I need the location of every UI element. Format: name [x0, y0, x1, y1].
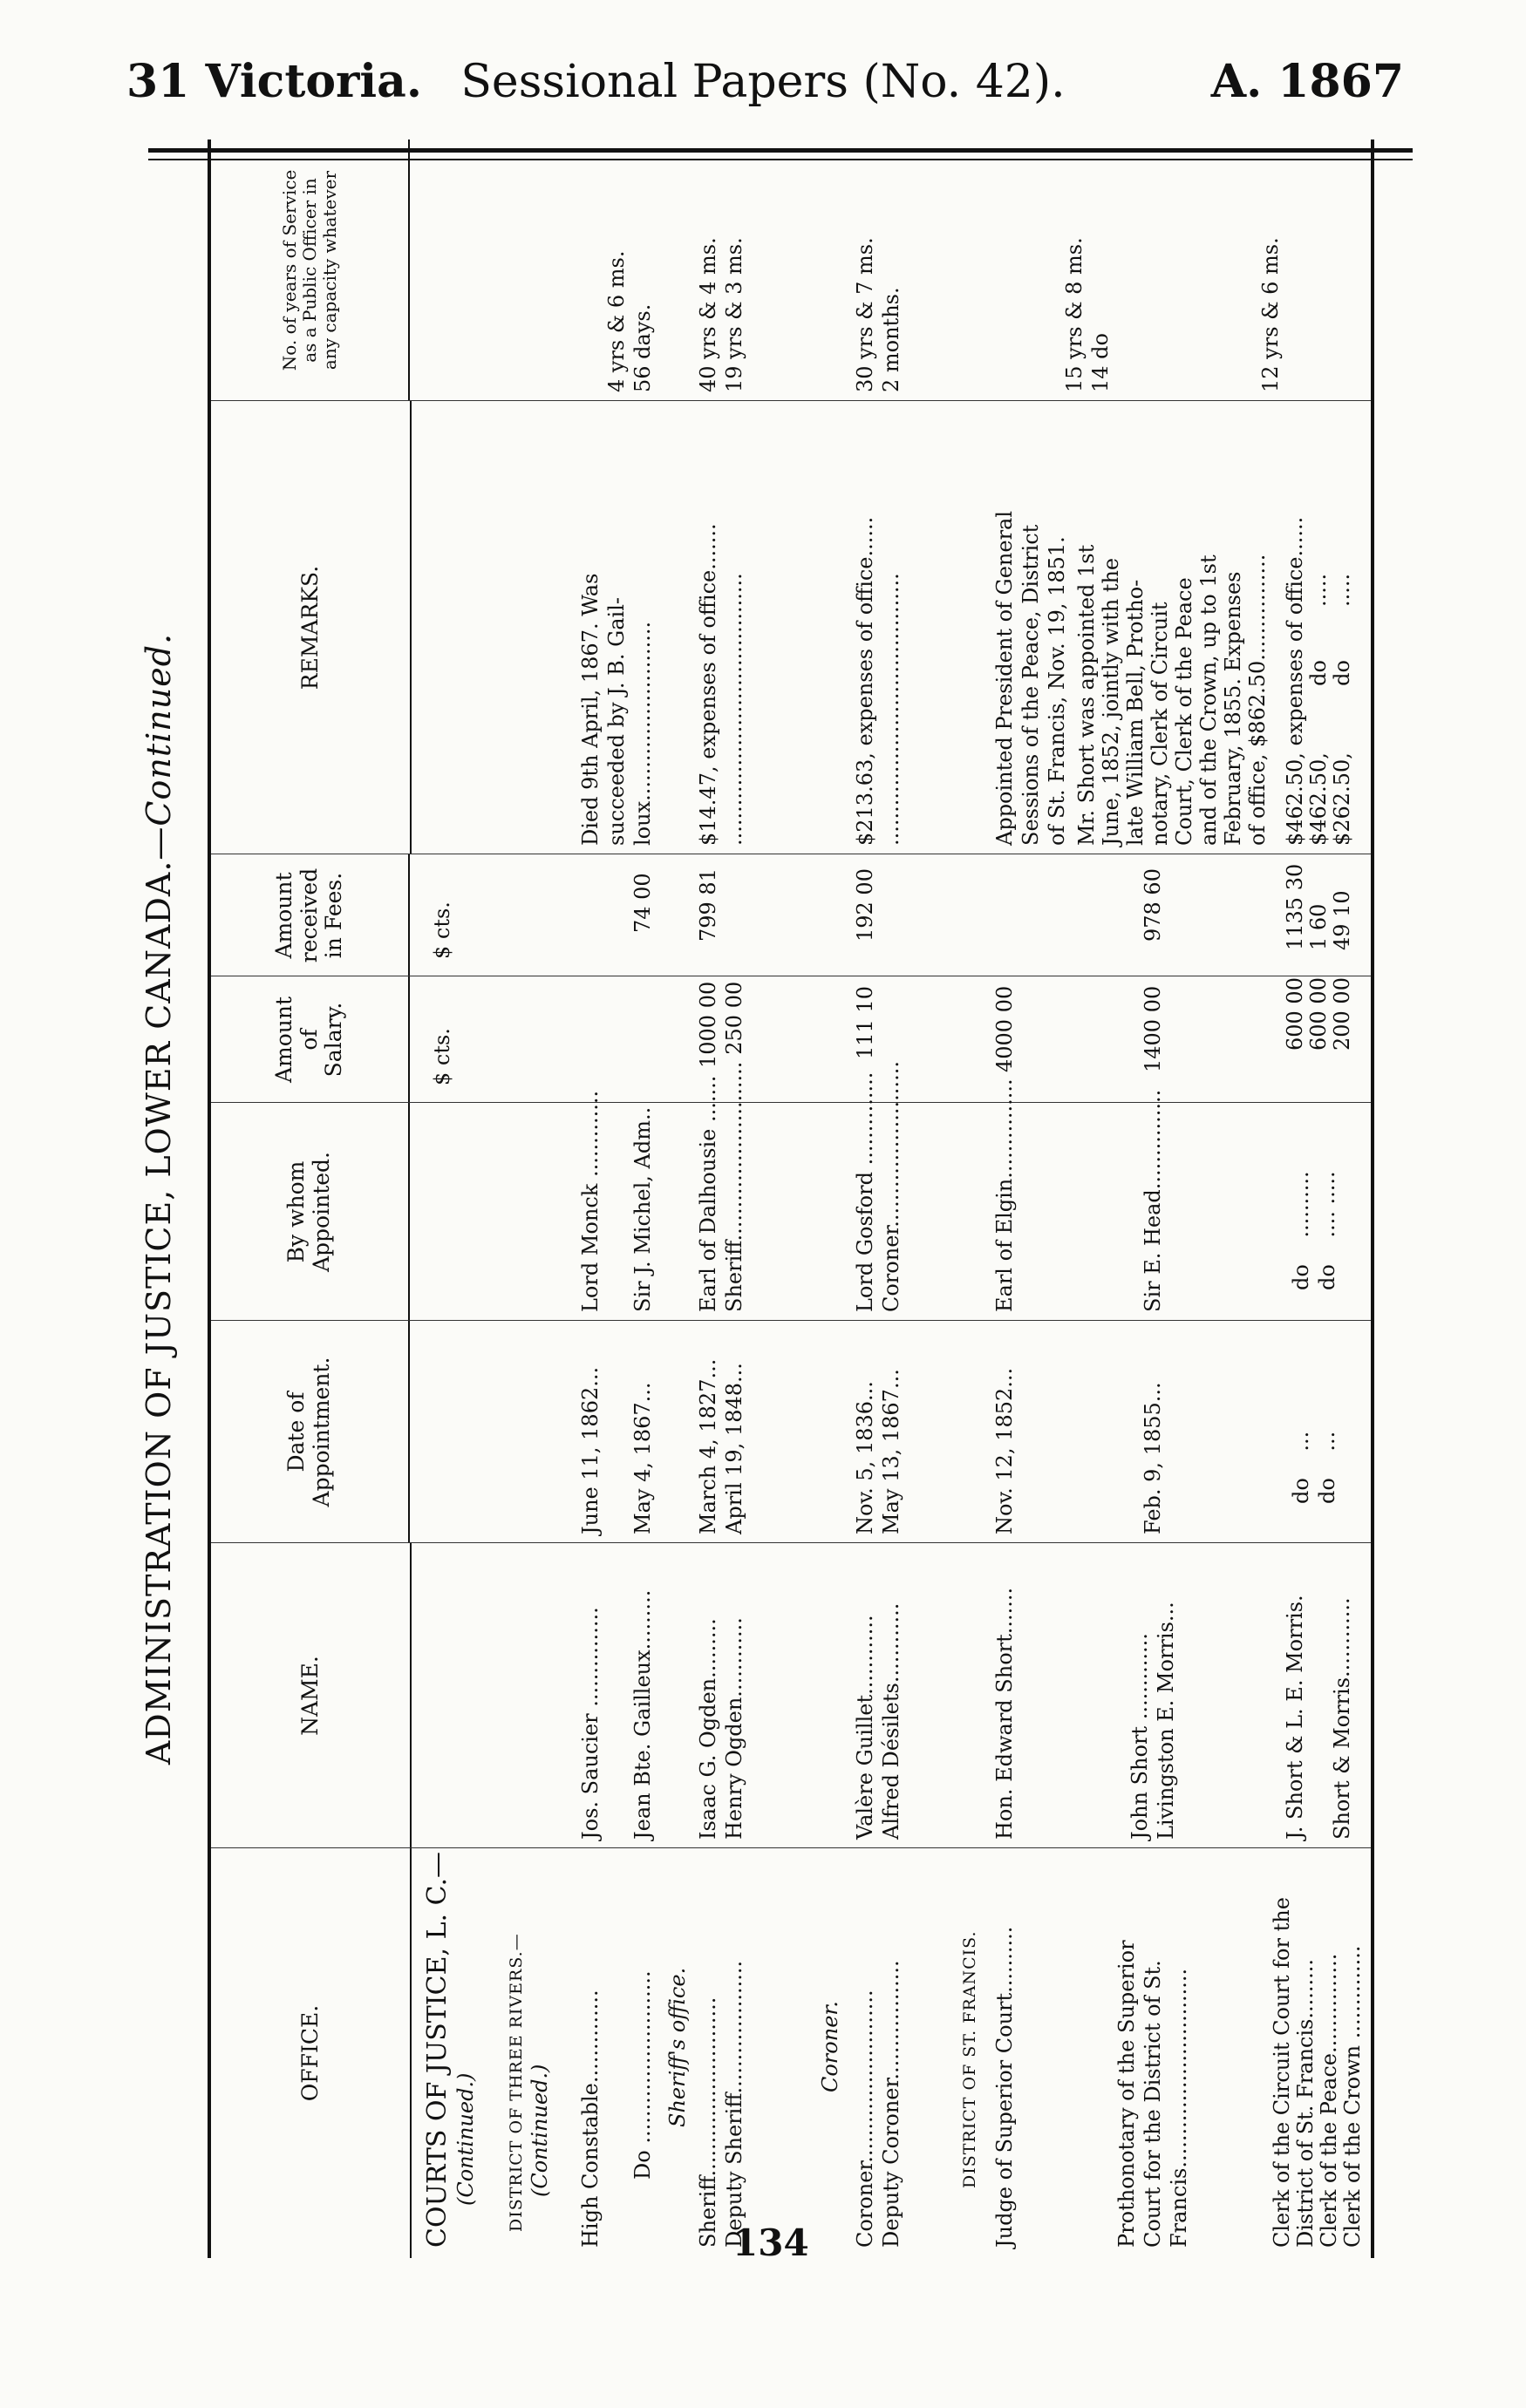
row-coroner-fees: 192 00 — [853, 868, 877, 942]
section-sheriffs-office: Sheriff's office. — [665, 1967, 690, 2127]
page-number: 134 — [732, 2221, 809, 2264]
section-st-francis: DISTRICT OF ST. FRANCIS. — [960, 1930, 979, 2188]
table-title — [140, 139, 178, 2258]
row-prothonotary-date: Feb. 9, 1855... — [1141, 1382, 1165, 1534]
row-high-constable-name: Jos. Saucier ............... — [578, 1607, 603, 1840]
row-coroner-name: Valère Guillet............ Alfred Désilets............ — [853, 1602, 903, 1840]
header-date: Date of Appointment. — [211, 1321, 410, 1543]
header-remarks: REMARKS. — [211, 401, 412, 854]
table-title-suffix: —Continued. — [140, 632, 178, 860]
column-rule — [211, 1542, 1371, 1543]
row-do-constable-years: 4 yrs & 6 ms. 56 days. — [604, 250, 655, 392]
section-courts-continued: (Continued.) — [453, 2072, 478, 2206]
row-coroner-remarks: $213.63, expenses of office...... ......................................... — [853, 516, 903, 846]
row-judge-appointer: Earl of Elgin............... — [992, 1078, 1017, 1312]
row-coroner-appointer: Lord Gosford .............. Coroner......................... — [853, 1061, 903, 1312]
header-fees: Amount received in Fees. — [211, 854, 410, 976]
row-high-constable-remarks: Died 9th April, 1867. Was succeeded by J. B. Gail- loux........................... — [578, 573, 655, 846]
running-head-right: A. 1867 — [1210, 55, 1404, 108]
row-sheriff-date: March 4, 1827... April 19, 1848... — [696, 1358, 746, 1534]
row-prothonotary-name: John Short ............. Livingston E. Morris... — [1127, 1602, 1178, 1840]
row-do-constable-fees: 74 00 — [630, 873, 655, 933]
column-rule — [211, 1102, 1371, 1103]
row-clerks-years: 12 yrs & 6 ms. — [1258, 237, 1283, 392]
row-judge-office: Judge of Superior Court.......... — [992, 1926, 1017, 2248]
row-do-constable-date: May 4, 1867... — [630, 1382, 655, 1534]
row-sheriff-fees: 799 81 — [696, 868, 720, 942]
row-sheriff-salary: 1000 00 250 00 — [696, 981, 746, 1068]
section-three-rivers: DISTRICT OF THREE RIVERS.— — [507, 1933, 526, 2232]
row-prothonotary-office: Prothonotary of the Superior Court for the District of St. Francis.............................. — [1114, 1940, 1191, 2248]
salary-unit: $ cts. — [430, 1028, 454, 1085]
section-coroner: Coroner. — [818, 2001, 842, 2092]
row-coroner-office: Coroner.......................... Deputy Coroner.................. — [853, 1960, 903, 2248]
header-salary: Amount of Salary. — [211, 976, 410, 1103]
row-judge-date: Nov. 12, 1852... — [992, 1367, 1017, 1534]
row-sheriff-appointer: Earl of Dalhousie ....... Sheriff........................... — [696, 1061, 746, 1312]
row-sheriff-office: Sheriff........................... Deputy Sheriff.................... — [696, 1960, 746, 2248]
row-do-constable-name: Jean Bte. Gailleux......... — [630, 1589, 655, 1840]
header-by-whom: By whom Appointed. — [211, 1103, 410, 1321]
row-clerks-name: J. Short & L. E. Morris. Short & Morris............ — [1283, 1595, 1354, 1840]
row-do-constable-office: Do .......................... — [630, 1970, 655, 2180]
running-head-center: Sessional Papers (No. 42). — [460, 56, 1066, 108]
row-judge-salary: 4000 00 — [992, 985, 1017, 1072]
header-years: No. of years of Service as a Public Officer in any capacity whatever — [211, 139, 410, 401]
row-clerks-appointer: do .......... do .... ..... — [1289, 1171, 1339, 1290]
row-prothonotary-salary: 1400 00 — [1141, 985, 1165, 1072]
fees-unit: $ cts. — [430, 901, 454, 959]
table-title-main: ADMINISTRATION OF JUSTICE, LOWER CANADA. — [140, 860, 178, 1765]
row-sheriff-remarks: $14.47, expenses of office....... ......................................... — [696, 523, 746, 846]
row-high-constable-office: High Constable.............. — [578, 1990, 603, 2248]
row-coroner-date: Nov. 5, 1836... May 13, 1867... — [853, 1369, 903, 1534]
column-rule — [211, 1320, 1371, 1321]
row-prothonotary-fees: 978 60 — [1141, 868, 1165, 942]
column-rule — [211, 1847, 1371, 1848]
rotated-table-block — [140, 139, 1386, 2258]
column-rule — [211, 400, 1371, 401]
row-clerks-salary: 600 00 600 00 200 00 — [1283, 977, 1354, 1051]
running-head-left: 31 Victoria. — [126, 55, 422, 108]
row-coroner-salary: 111 10 — [853, 986, 877, 1059]
row-sheriff-name: Isaac G. Ogden......... Henry Ogden............ — [696, 1617, 746, 1840]
justice-table — [208, 139, 1374, 2258]
row-judge-remarks: Appointed President of General Sessions of the Peace, District of St. Francis, Nov. 19, 1851. — [992, 510, 1069, 846]
row-clerks-fees: 1135 30 1 60 49 10 — [1283, 863, 1354, 950]
row-clerks-date: do ... do ... — [1289, 1431, 1339, 1504]
row-high-constable-appointer: Lord Monck ............. — [578, 1090, 603, 1312]
row-judge-years: 15 yrs & 8 ms. 14 do — [1062, 237, 1113, 392]
row-coroner-years: 30 yrs & 7 ms. 2 months. — [853, 237, 903, 392]
row-clerks-remarks: $462.50, expenses of office...... $462.50, do ..... $262.50, do ..... — [1283, 516, 1354, 846]
row-sheriff-years: 40 yrs & 4 ms. 19 yrs & 3 ms. — [696, 237, 746, 392]
row-do-constable-appointer: Sir J. Michel, Adm.. — [630, 1106, 655, 1312]
header-name: NAME. — [211, 1543, 412, 1848]
row-prothonotary-appointer: Sir E. Head............... — [1141, 1089, 1165, 1312]
row-judge-name: Hon. Edward Short....... — [992, 1587, 1017, 1840]
row-high-constable-date: June 11, 1862... — [578, 1366, 603, 1534]
row-prothonotary-remarks: Mr. Short was appointed 1st June, 1852, jointly with the late William Bell, Protho- notary, Clerk of Circuit Court, Clerk of the Peace and of the Crown, up to 1st February, 1855. Expenses of office, $862.50................ — [1074, 544, 1270, 846]
section-three-rivers-continued: (Continued.) — [528, 2064, 552, 2197]
section-courts: COURTS OF JUSTICE, L. C.— — [422, 1852, 453, 2248]
row-clerks-office: Clerk of the Circuit Court for the District of St. Francis......... Clerk of the Peace............... Clerk of the Crown .............. — [1270, 1897, 1365, 2248]
header-office: OFFICE. — [211, 1848, 412, 2258]
